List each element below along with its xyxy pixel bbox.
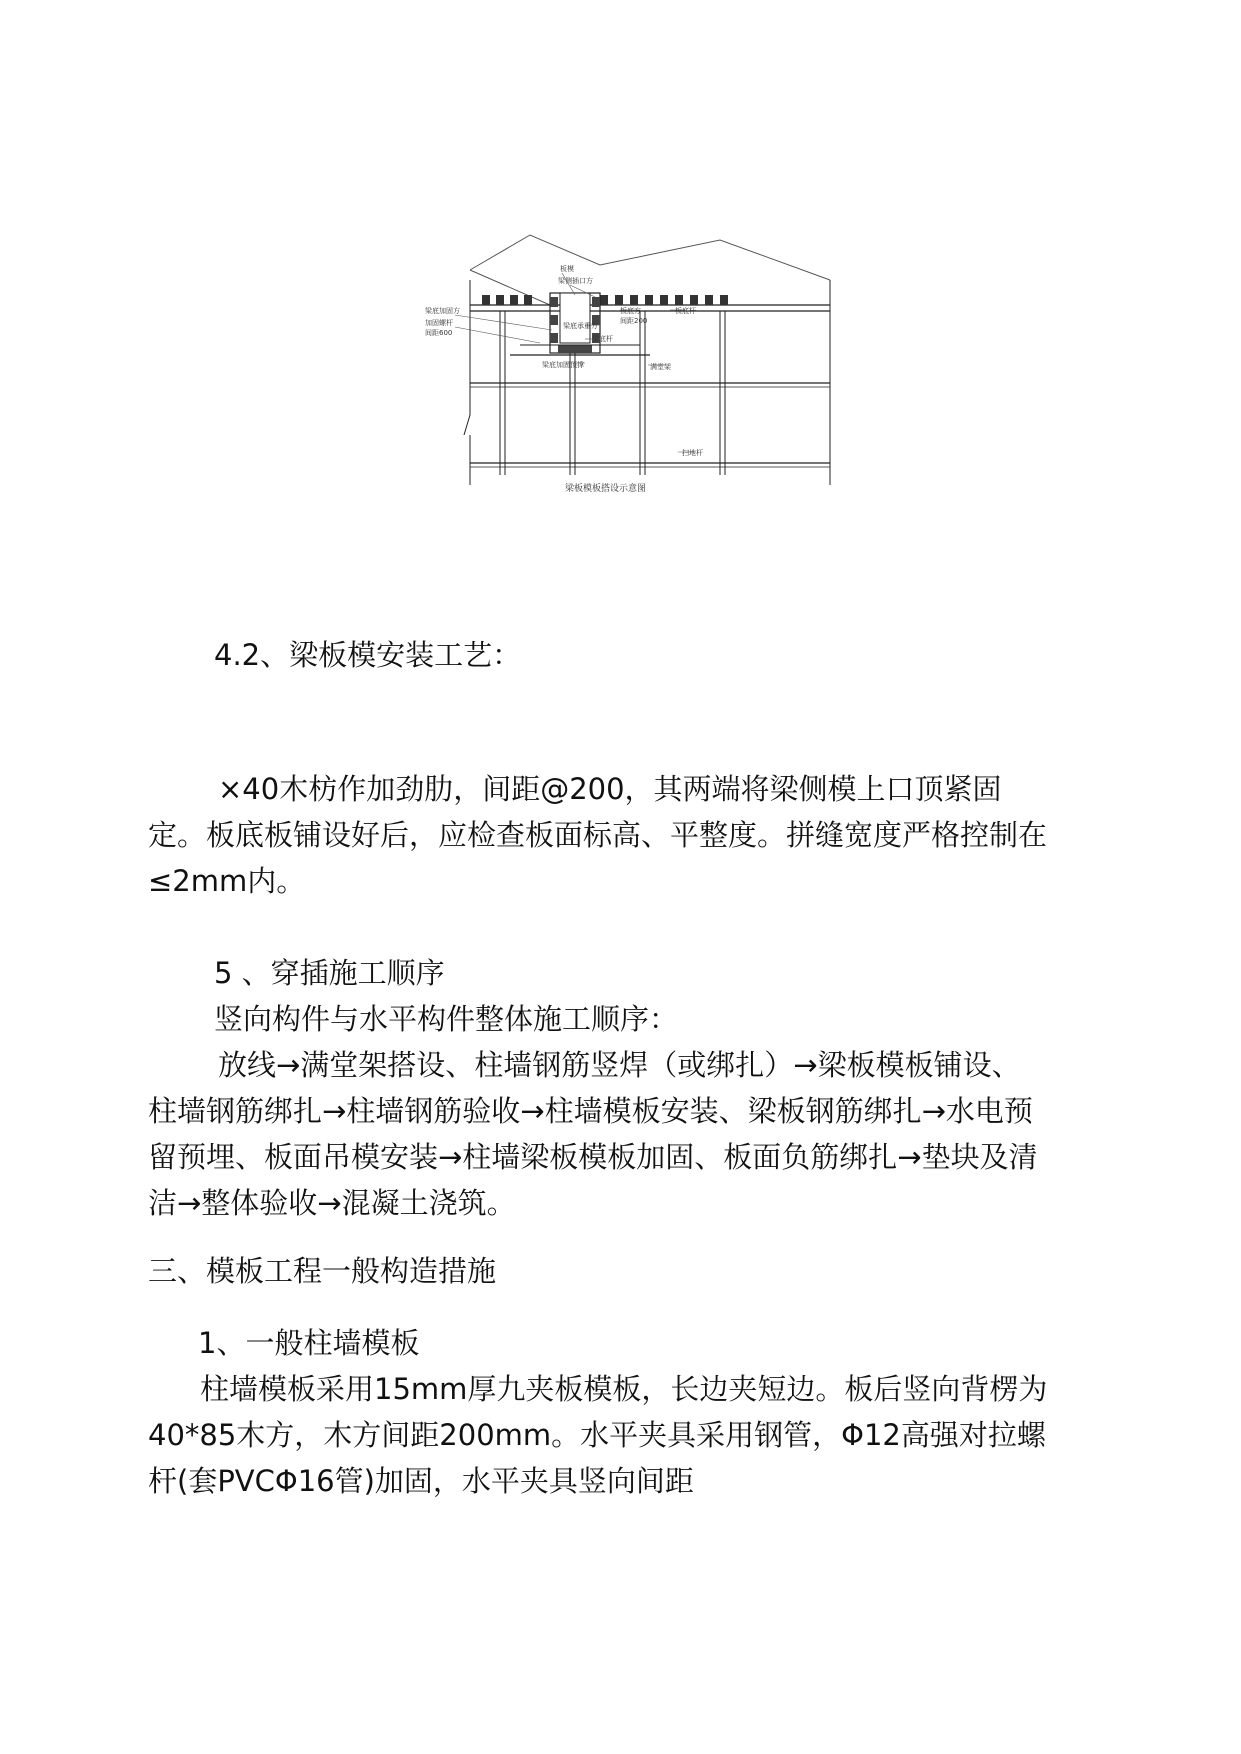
section-5-heading: 5 、穿插施工顺序 [214, 956, 445, 990]
figure-caption: 梁板模板搭设示意图 [565, 484, 647, 494]
label-ban-mo: 板模 [560, 265, 574, 273]
label-man-tang-jia: 满堂架 [650, 363, 671, 371]
label-jian-ju-600: 间距600 [425, 329, 453, 337]
section-4-2-heading: 4.2、梁板模安装工艺： [214, 638, 522, 672]
label-sao-di-gan: 扫地杆 [682, 449, 703, 457]
section-3-1-body: 柱墙模板采用15mm厚九夹板模板，长边夹短边。板后竖向背楞为40*85木方，木方间距200mm。水平夹具采用钢管，Φ12高强对拉螺杆(套PVCΦ16管)加固，水平夹具竖向间距 [148, 1372, 1048, 1498]
label-jia-gu-luo-gan: 加固螺杆 [425, 319, 453, 327]
label-liang-di-jia-gu-cheng: 梁底加固顶撑 [542, 361, 584, 369]
slab-joists [482, 295, 728, 305]
section-3-heading: 三、模板工程一般构造措施 [148, 1254, 497, 1288]
formwork-diagram-svg [425, 235, 830, 555]
section-5-body: 放线→满堂架搭设、柱墙钢筋竖焊（或绑扎）→梁板模板铺设、柱墙钢筋绑扎→柱墙钢筋验收→柱墙模板安装、梁板钢筋绑扎→水电预留预埋、板面吊模安装→柱墙梁板模板加固、板面负筋绑扎→垫块及清洁→整体验收→混凝土浇筑。 [148, 1048, 1038, 1220]
label-ban-di-gan: 板底杆 [675, 307, 696, 315]
label-jian-ju-200: 间距200 [620, 317, 648, 325]
section-5-subheading: 竖向构件与水平构件整体施工顺序： [214, 1002, 679, 1036]
label-liang-di-cheng-zhong: 梁底承重方 [563, 322, 598, 330]
section-4-2-body: ×40木枋作加劲肋，间距@200，其两端将梁侧模上口顶紧固定。板底板铺设好后，应检查板面标高、平整度。拼缝宽度严格控制在≤2mm内。 [148, 772, 1048, 898]
formwork-diagram [425, 235, 830, 555]
label-liang-di-jia-gu: 梁底加固方 [425, 307, 460, 315]
label-liang-di-gan: 梁底杆 [592, 335, 613, 343]
label-ban-di-fang: 板底方 [620, 307, 641, 315]
beam-core [560, 293, 590, 343]
label-liang-ce: 梁侧插口方 [558, 277, 593, 285]
section-3-1-heading: 1、一般柱墙模板 [198, 1326, 420, 1360]
break-line [470, 235, 830, 280]
